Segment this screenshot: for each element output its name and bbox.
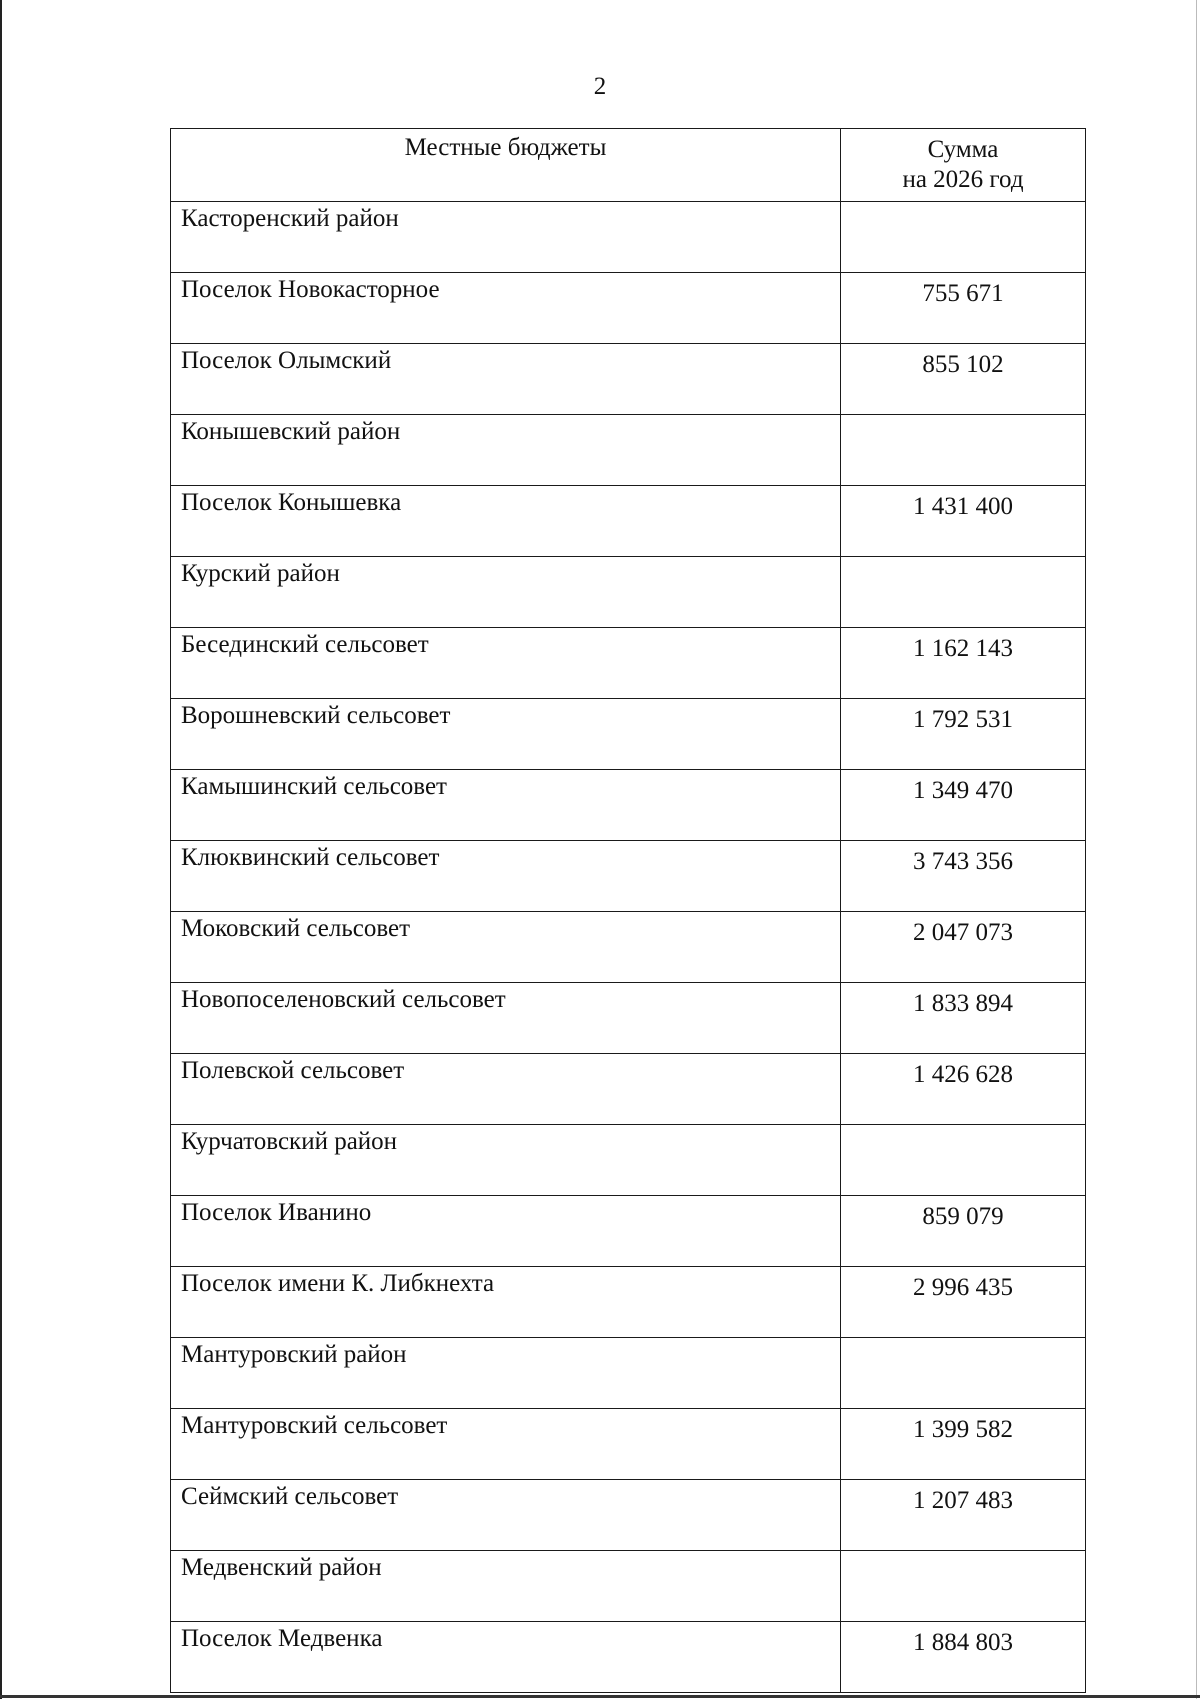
row-name-cell: Ворошневский сельсовет: [171, 699, 841, 770]
row-name-cell: Поселок Конышевка: [171, 486, 841, 557]
table-row: [171, 486, 1086, 557]
row-name-cell: Мантуровский сельсовет: [171, 1409, 841, 1480]
table-row: [171, 983, 1086, 1054]
table-row: [171, 557, 1086, 628]
row-sum-cell: 1 884 803: [841, 1622, 1086, 1693]
row-name-cell: Медвенский район: [171, 1551, 841, 1622]
row-name-cell: Конышевский район: [171, 415, 841, 486]
table-row: [171, 273, 1086, 344]
scan-border-right: [1196, 0, 1197, 1699]
table-row: [171, 1054, 1086, 1125]
row-name-cell: Мантуровский район: [171, 1338, 841, 1409]
header-sum-year: на 2026 год: [902, 166, 1024, 193]
row-sum-cell: 1 833 894: [841, 983, 1086, 1054]
row-name-cell: Поселок Иванино: [171, 1196, 841, 1267]
table-row: [171, 415, 1086, 486]
table-row: [171, 1125, 1086, 1196]
row-sum-cell: 855 102: [841, 344, 1086, 415]
row-name-cell: Моковский сельсовет: [171, 912, 841, 983]
row-name-cell: Курчатовский район: [171, 1125, 841, 1196]
row-sum-cell: [841, 1338, 1086, 1409]
row-sum-cell: [841, 1125, 1086, 1196]
header-local-budgets: Местные бюджеты: [171, 129, 841, 202]
row-sum-cell: 1 207 483: [841, 1480, 1086, 1551]
page-number: 2: [593, 73, 607, 100]
table-row: [171, 202, 1086, 273]
row-sum-cell: 1 431 400: [841, 486, 1086, 557]
row-name-cell: Клюквинский сельсовет: [171, 841, 841, 912]
row-name-cell: Поселок Медвенка: [171, 1622, 841, 1693]
row-sum-cell: 1 349 470: [841, 770, 1086, 841]
row-name-cell: Касторенский район: [171, 202, 841, 273]
row-sum-cell: 859 079: [841, 1196, 1086, 1267]
row-sum-cell: [841, 415, 1086, 486]
row-sum-cell: 3 743 356: [841, 841, 1086, 912]
table-row: [171, 344, 1086, 415]
row-name-cell: Поселок имени К. Либкнехта: [171, 1267, 841, 1338]
scan-border-left: [0, 0, 2, 1699]
row-name-cell: Поселок Олымский: [171, 344, 841, 415]
row-sum-cell: 2 996 435: [841, 1267, 1086, 1338]
row-sum-cell: 1 426 628: [841, 1054, 1086, 1125]
header-sum-label: Сумма: [927, 136, 999, 163]
row-name-cell: Сеймский сельсовет: [171, 1480, 841, 1551]
table-row: [171, 841, 1086, 912]
table-row: [171, 1338, 1086, 1409]
row-name-cell: Камышинский сельсовет: [171, 770, 841, 841]
row-name-cell: Новопоселеновский сельсовет: [171, 983, 841, 1054]
table-row: [171, 1196, 1086, 1267]
row-sum-cell: 2 047 073: [841, 912, 1086, 983]
row-sum-cell: [841, 202, 1086, 273]
table-header-row: [171, 129, 1086, 202]
scan-border-bottom: [0, 1695, 1200, 1698]
budget-table: [170, 128, 1086, 1693]
row-name-cell: Бесединский сельсовет: [171, 628, 841, 699]
row-name-cell: Полевской сельсовет: [171, 1054, 841, 1125]
row-name-cell: Курский район: [171, 557, 841, 628]
row-sum-cell: 1 162 143: [841, 628, 1086, 699]
table-row: [171, 1480, 1086, 1551]
table-row: [171, 912, 1086, 983]
table-row: [171, 699, 1086, 770]
table-row: [171, 1409, 1086, 1480]
header-sum-2026: [841, 129, 1086, 202]
table-row: [171, 770, 1086, 841]
row-sum-cell: 1 792 531: [841, 699, 1086, 770]
table-row: [171, 1551, 1086, 1622]
table-row: [171, 628, 1086, 699]
table-row: [171, 1622, 1086, 1693]
row-sum-cell: [841, 1551, 1086, 1622]
row-sum-cell: [841, 557, 1086, 628]
row-name-cell: Поселок Новокасторное: [171, 273, 841, 344]
row-sum-cell: 755 671: [841, 273, 1086, 344]
table-body: [171, 202, 1086, 1693]
row-sum-cell: 1 399 582: [841, 1409, 1086, 1480]
table-row: [171, 1267, 1086, 1338]
